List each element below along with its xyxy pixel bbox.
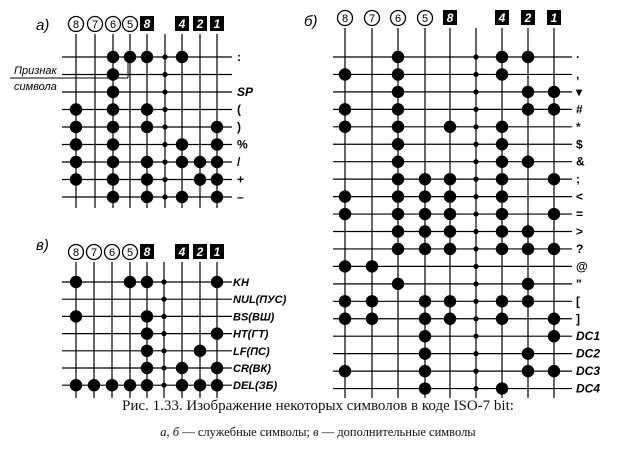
data-hole: [107, 191, 119, 203]
data-hole: [339, 295, 351, 307]
data-hole: [496, 138, 508, 150]
data-hole: [211, 173, 223, 185]
data-hole: [419, 330, 431, 342]
data-hole: [211, 379, 223, 391]
data-hole: [444, 295, 456, 307]
sprocket-hole: [473, 211, 478, 216]
sprocket-hole: [473, 281, 478, 286]
data-hole: [444, 313, 456, 325]
data-hole: [107, 138, 119, 150]
data-hole: [444, 208, 456, 220]
data-hole: [522, 278, 534, 290]
track-header-label: 6: [394, 13, 402, 25]
sprocket-hole: [473, 351, 478, 356]
data-hole: [70, 379, 82, 391]
data-hole: [141, 362, 153, 374]
sprocket-hole: [473, 89, 478, 94]
row-label: >: [576, 224, 584, 239]
row-label: ;: [576, 172, 580, 187]
data-hole: [141, 310, 153, 322]
data-hole: [211, 156, 223, 168]
data-hole: [496, 295, 508, 307]
row-label: =: [576, 207, 584, 222]
data-hole: [339, 190, 351, 202]
track-header-label: 1: [213, 245, 221, 259]
row-label: LF(ПС): [233, 345, 270, 358]
data-hole: [141, 173, 153, 185]
sprocket-hole: [162, 194, 167, 199]
data-hole: [522, 86, 534, 98]
data-hole: [548, 208, 560, 220]
sprocket-hole: [162, 124, 167, 129]
caption-v-text: — дополнительные символы: [318, 425, 476, 439]
data-hole: [522, 347, 534, 359]
row-label: ": [576, 276, 582, 291]
data-hole: [141, 379, 153, 391]
row-label: *: [576, 119, 581, 134]
sprocket-hole: [161, 383, 166, 388]
row-label: NUL(ПУС): [233, 294, 287, 307]
data-hole: [522, 103, 534, 115]
track-header-label: 2: [524, 11, 532, 25]
data-hole: [548, 86, 560, 98]
sprocket-hole: [473, 54, 478, 59]
data-hole: [419, 243, 431, 255]
annotation-bottom: символа: [14, 81, 57, 93]
data-hole: [176, 191, 188, 203]
data-hole: [194, 345, 206, 357]
data-hole: [392, 121, 404, 133]
sprocket-hole: [473, 142, 478, 147]
sprocket-hole: [473, 177, 478, 182]
track-header-label: 1: [550, 11, 558, 25]
sprocket-hole: [161, 348, 166, 353]
data-hole: [496, 51, 508, 63]
data-hole: [124, 276, 136, 288]
data-hole: [419, 313, 431, 325]
row-label: KH: [233, 277, 249, 289]
data-hole: [107, 51, 119, 63]
row-label: $: [576, 137, 583, 152]
sprocket-hole: [161, 297, 166, 302]
row-label: :: [237, 50, 241, 64]
row-label: /: [237, 155, 241, 169]
panel-b: [304, 10, 600, 398]
sprocket-hole: [162, 159, 167, 164]
data-hole: [419, 208, 431, 220]
annotation-top: Признак: [14, 65, 57, 77]
data-hole: [211, 191, 223, 203]
panel-title-a: а): [36, 17, 50, 34]
data-hole: [548, 103, 560, 115]
data-hole: [496, 156, 508, 168]
data-hole: [176, 138, 188, 150]
row-label: DEL(ЗБ): [233, 380, 278, 393]
data-hole: [107, 173, 119, 185]
track-header-label: 1: [213, 17, 221, 31]
data-hole: [419, 190, 431, 202]
panel-v: [36, 237, 287, 398]
sprocket-hole: [162, 72, 167, 77]
data-hole: [522, 365, 534, 377]
data-hole: [70, 276, 82, 288]
data-hole: [444, 190, 456, 202]
row-label: #: [576, 102, 583, 117]
data-hole: [419, 225, 431, 237]
data-hole: [419, 295, 431, 307]
track-header-label: 8: [72, 19, 80, 31]
data-hole: [141, 191, 153, 203]
data-hole: [548, 365, 560, 377]
data-hole: [141, 345, 153, 357]
data-hole: [496, 208, 508, 220]
data-hole: [339, 260, 351, 272]
row-label: [: [576, 294, 580, 309]
sprocket-hole: [473, 124, 478, 129]
sprocket-hole: [162, 107, 167, 112]
row-label: ]: [576, 311, 580, 326]
data-hole: [392, 173, 404, 185]
sprocket-hole: [473, 72, 478, 77]
sprocket-hole: [162, 54, 167, 59]
caption-title: Рис. 1.33. Изображение некоторых символов в коде ISO-7 bit:: [122, 398, 514, 414]
row-label: <: [576, 189, 584, 204]
caption-panel-ab: а, б: [160, 425, 180, 439]
sprocket-hole: [473, 264, 478, 269]
data-hole: [141, 327, 153, 339]
data-hole: [522, 295, 534, 307]
data-hole: [124, 379, 136, 391]
data-hole: [496, 190, 508, 202]
track-header-label: 8: [446, 11, 454, 25]
sprocket-hole: [473, 194, 478, 199]
row-label: (: [237, 102, 241, 117]
row-label: ?: [576, 241, 584, 256]
data-hole: [211, 362, 223, 374]
data-hole: [392, 103, 404, 115]
panel-title-b: б): [304, 13, 318, 30]
track-header-label: 6: [108, 247, 116, 259]
track-header-label: 2: [196, 17, 204, 31]
sprocket-hole: [473, 316, 478, 321]
data-hole: [176, 379, 188, 391]
data-hole: [548, 330, 560, 342]
data-hole: [444, 173, 456, 185]
data-hole: [419, 365, 431, 377]
track-header-label: 6: [109, 19, 117, 31]
sprocket-hole: [473, 159, 478, 164]
track-header-label: 5: [126, 19, 134, 31]
data-hole: [211, 276, 223, 288]
row-label: DC3: [576, 364, 601, 379]
data-hole: [496, 121, 508, 133]
data-hole: [444, 121, 456, 133]
data-hole: [107, 68, 119, 80]
data-hole: [339, 365, 351, 377]
data-hole: [194, 156, 206, 168]
data-hole: [141, 103, 153, 115]
data-hole: [70, 173, 82, 185]
data-hole: [339, 68, 351, 80]
data-hole: [70, 138, 82, 150]
data-hole: [70, 310, 82, 322]
track-header-label: 7: [90, 247, 98, 259]
data-hole: [339, 208, 351, 220]
data-hole: [70, 156, 82, 168]
track-header-label: 5: [421, 13, 429, 25]
row-label: ): [237, 120, 241, 134]
row-label: CR(ВК): [233, 363, 271, 375]
data-hole: [444, 243, 456, 255]
data-hole: [392, 51, 404, 63]
sprocket-hole: [473, 246, 478, 251]
data-hole: [211, 138, 223, 150]
sprocket-hole: [162, 89, 167, 94]
sprocket-hole: [473, 369, 478, 374]
caption-ab-text: — служебные символы;: [179, 425, 314, 439]
data-hole: [339, 121, 351, 133]
track-header-label: 4: [178, 245, 186, 259]
data-hole: [176, 51, 188, 63]
row-label: &: [576, 154, 585, 169]
data-hole: [548, 313, 560, 325]
data-hole: [548, 173, 560, 185]
track-header-label: 7: [368, 13, 376, 25]
data-hole: [88, 379, 100, 391]
data-hole: [107, 121, 119, 133]
data-hole: [392, 278, 404, 290]
data-hole: [496, 313, 508, 325]
sprocket-hole: [161, 279, 166, 284]
track-header-label: 4: [178, 17, 186, 31]
sprocket-hole: [161, 331, 166, 336]
row-label: DC4: [576, 381, 601, 396]
data-hole: [194, 173, 206, 185]
data-hole: [522, 243, 534, 255]
sprocket-hole: [162, 177, 167, 182]
caption-panel-v: в: [313, 425, 319, 439]
data-hole: [366, 313, 378, 325]
sprocket-hole: [473, 334, 478, 339]
data-hole: [419, 382, 431, 394]
track-header-label: 8: [341, 13, 349, 25]
data-hole: [496, 68, 508, 80]
data-hole: [339, 103, 351, 115]
row-label: @: [576, 259, 588, 274]
data-hole: [522, 156, 534, 168]
data-hole: [522, 225, 534, 237]
data-hole: [548, 243, 560, 255]
data-hole: [176, 156, 188, 168]
data-hole: [419, 173, 431, 185]
caption-subtitle: [0, 425, 636, 440]
data-hole: [444, 225, 456, 237]
row-label: +: [237, 172, 245, 187]
data-hole: [194, 379, 206, 391]
track-header-label: 4: [498, 11, 506, 25]
data-hole: [366, 260, 378, 272]
data-hole: [419, 347, 431, 359]
data-hole: [141, 121, 153, 133]
sprocket-hole: [473, 229, 478, 234]
data-hole: [124, 51, 136, 63]
data-hole: [106, 379, 118, 391]
track-header-label: 7: [91, 19, 99, 31]
row-label: BS(ВШ): [233, 311, 275, 324]
row-label: ·: [576, 50, 580, 64]
sprocket-hole: [161, 314, 166, 319]
track-header-label: 5: [126, 247, 134, 259]
data-hole: [392, 243, 404, 255]
data-hole: [141, 276, 153, 288]
data-hole: [392, 68, 404, 80]
data-hole: [496, 243, 508, 255]
sprocket-hole: [162, 142, 167, 147]
data-hole: [107, 86, 119, 98]
row-label: DC2: [576, 346, 601, 361]
panel-title-v: в): [36, 237, 49, 254]
data-hole: [107, 103, 119, 115]
sprocket-hole: [473, 299, 478, 304]
data-hole: [496, 173, 508, 185]
row-label: ▾: [576, 84, 583, 99]
row-label: ,: [576, 67, 580, 82]
data-hole: [392, 156, 404, 168]
data-hole: [141, 51, 153, 63]
data-hole: [392, 190, 404, 202]
data-hole: [392, 208, 404, 220]
sprocket-hole: [473, 107, 478, 112]
data-hole: [392, 86, 404, 98]
row-label: HT(ГТ): [233, 328, 269, 341]
track-header-label: 8: [143, 17, 151, 31]
data-hole: [70, 121, 82, 133]
data-hole: [496, 382, 508, 394]
data-hole: [107, 156, 119, 168]
data-hole: [70, 103, 82, 115]
row-label: %: [237, 137, 248, 152]
data-hole: [211, 121, 223, 133]
data-hole: [366, 295, 378, 307]
track-header-label: 8: [72, 247, 80, 259]
sprocket-hole: [161, 365, 166, 370]
data-hole: [176, 362, 188, 374]
sprocket-hole: [473, 386, 478, 391]
row-label: DC1: [576, 329, 601, 344]
data-hole: [496, 225, 508, 237]
data-hole: [339, 313, 351, 325]
data-hole: [522, 51, 534, 63]
data-hole: [211, 327, 223, 339]
data-hole: [392, 138, 404, 150]
track-header-label: 2: [196, 245, 204, 259]
data-hole: [141, 156, 153, 168]
data-hole: [392, 225, 404, 237]
track-header-label: 8: [143, 245, 151, 259]
panel-a: [10, 16, 254, 208]
row-label: –: [237, 190, 244, 204]
row-label: SP: [237, 85, 254, 99]
